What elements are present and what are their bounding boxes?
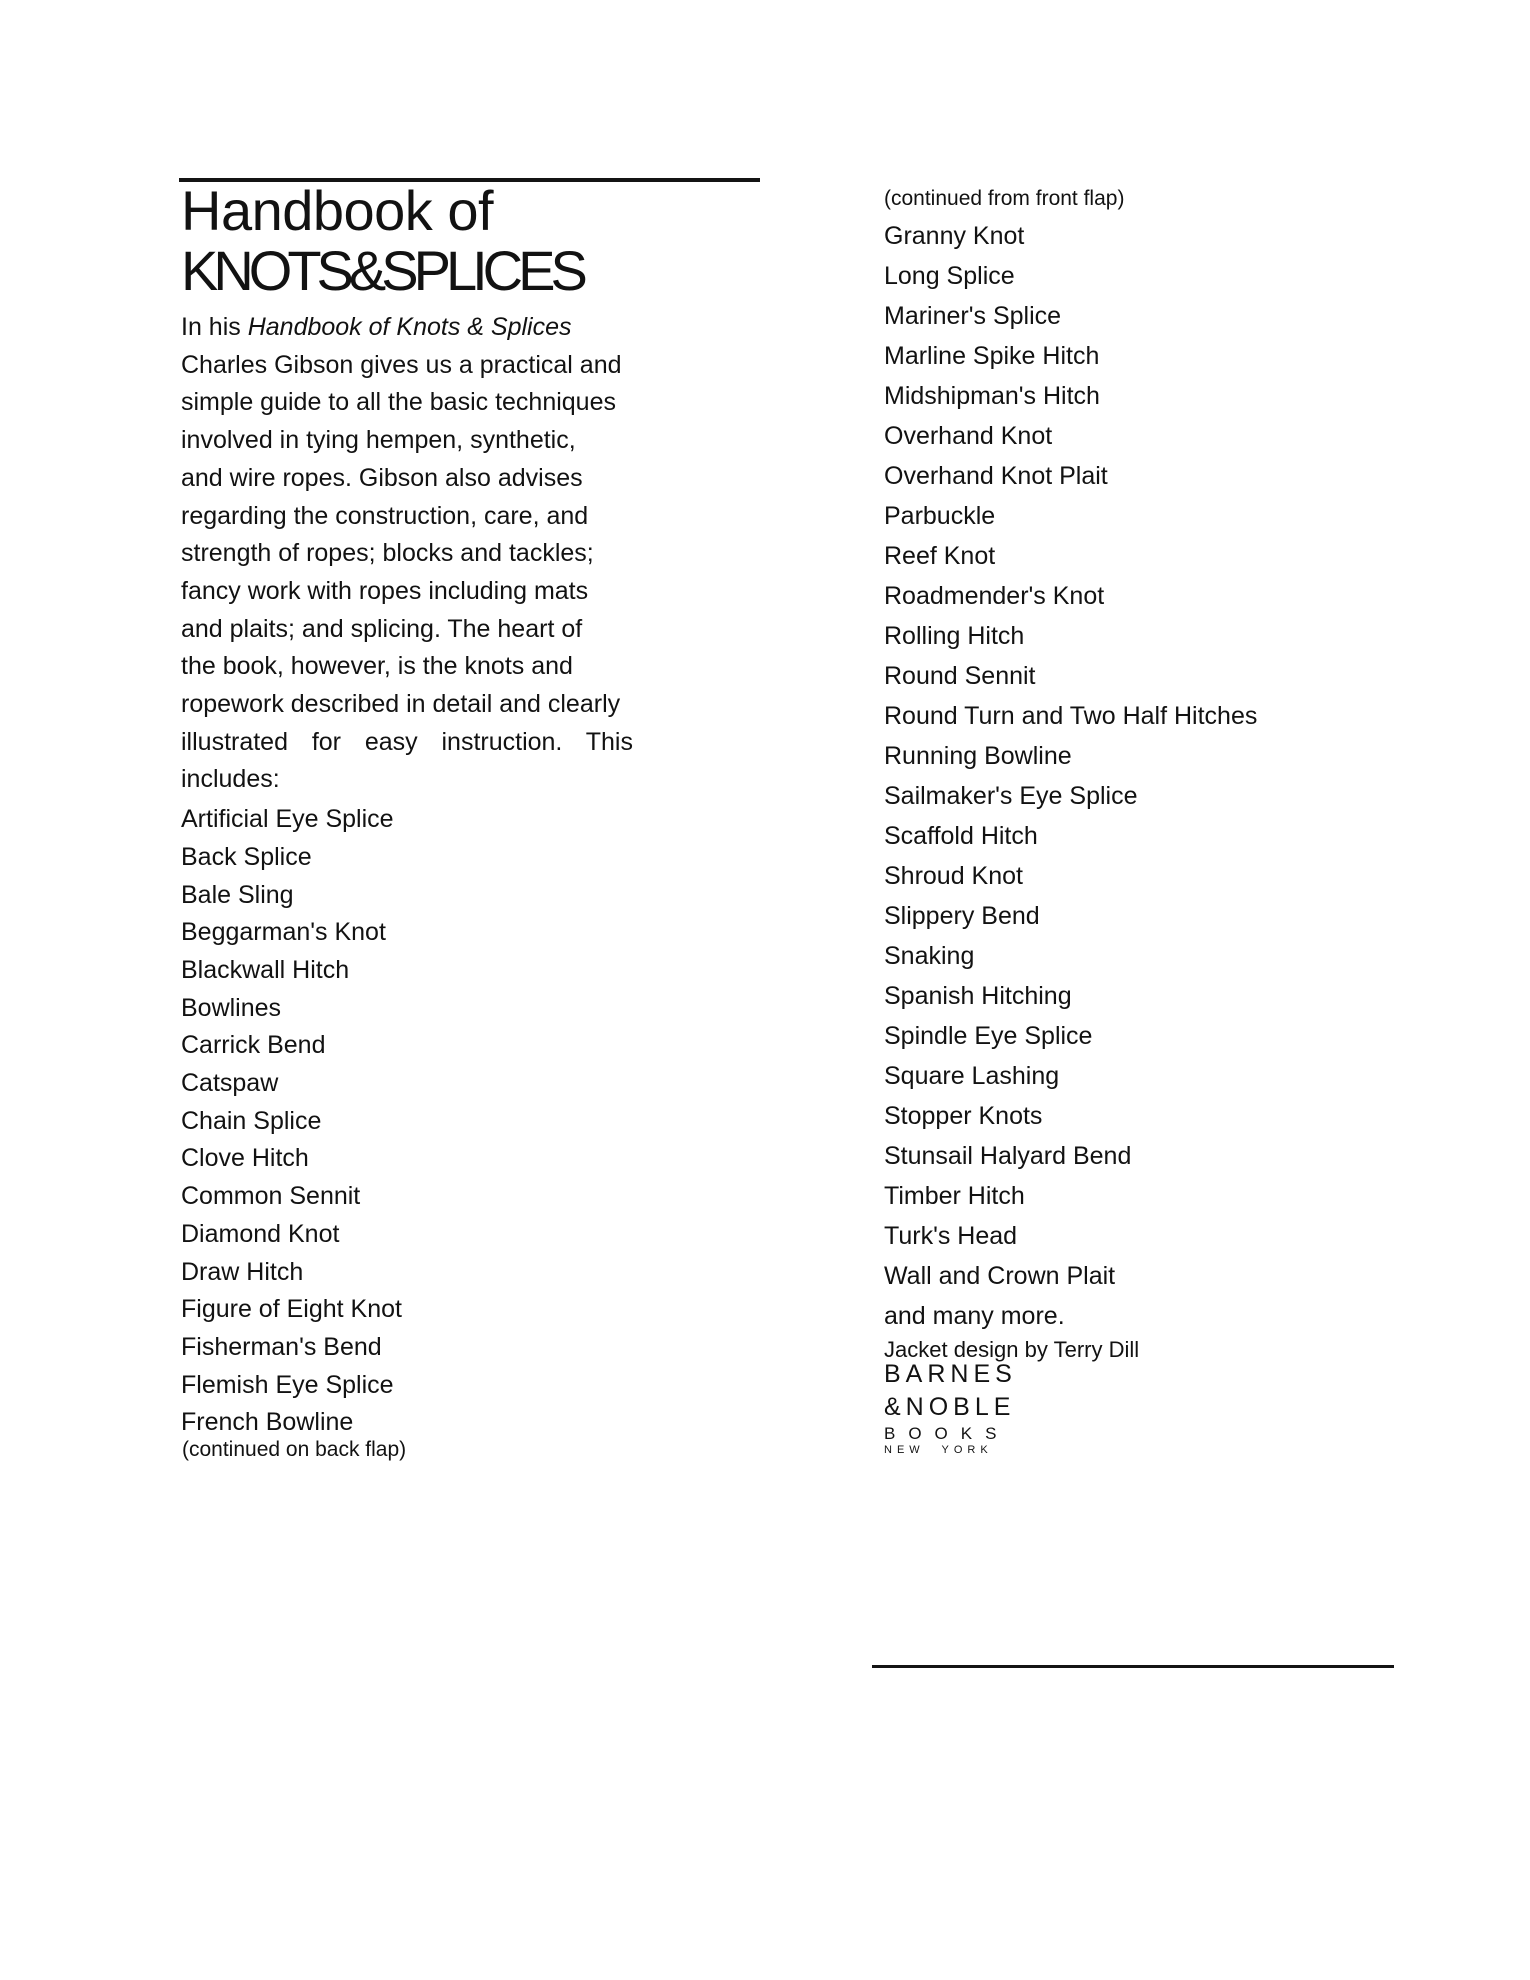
knot-list-item: Spanish Hitching	[884, 982, 1072, 1010]
back-flap	[884, 186, 1444, 1457]
and-many-more-text: and many more.	[884, 1302, 1065, 1330]
intro-line: Charles Gibson gives us a practical and	[181, 350, 622, 379]
knot-list-item: Reef Knot	[884, 542, 996, 570]
knot-list-item: Spindle Eye Splice	[884, 1022, 1093, 1050]
knot-list-item: Snaking	[884, 942, 975, 970]
knot-list-item: Midshipman's Hitch	[884, 382, 1100, 410]
intro-line: and wire ropes. Gibson also advises	[181, 463, 583, 492]
back-flap-knot-list	[884, 216, 1444, 1296]
knot-list-item: Draw Hitch	[181, 1257, 304, 1286]
knot-list-item: Granny Knot	[884, 222, 1025, 250]
intro-lines	[181, 347, 633, 799]
publisher-books-label: BOOKS	[884, 1424, 1010, 1443]
knot-list-item: Artificial Eye Splice	[181, 805, 394, 834]
knot-list-item: Sailmaker's Eye Splice	[884, 782, 1138, 810]
knot-list-item: Rolling Hitch	[884, 622, 1025, 650]
knot-list-item: Fisherman's Bend	[181, 1332, 382, 1361]
continued-from-front-note: (continued from front flap)	[884, 187, 1125, 210]
book-title	[181, 181, 651, 301]
book-title-line2: KNOTS&SPLICES	[181, 239, 583, 302]
knot-list-item: Turk's Head	[884, 1222, 1018, 1250]
knot-list-item: Clove Hitch	[181, 1144, 309, 1173]
knot-list-item: Flemish Eye Splice	[181, 1370, 394, 1399]
knot-list-item: Stunsail Halyard Bend	[884, 1142, 1132, 1170]
continued-on-back-note: (continued on back flap)	[182, 1438, 407, 1461]
intro-paragraph	[181, 309, 633, 799]
knot-list-item: Long Splice	[884, 262, 1015, 290]
intro-line: includes:	[181, 765, 280, 794]
book-title-italic: Handbook of Knots & Splices	[247, 313, 572, 341]
knot-list-item: Round Sennit	[884, 662, 1036, 690]
publisher-imprint	[884, 1358, 1444, 1457]
knot-list-item: Slippery Bend	[884, 902, 1040, 930]
intro-line: ropework described in detail and clearly	[181, 690, 621, 719]
knot-list-item: Blackwall Hitch	[181, 955, 350, 984]
knot-list-item: Bale Sling	[181, 880, 294, 909]
knot-list-item: Running Bowline	[884, 742, 1072, 770]
knot-list-item: Parbuckle	[884, 502, 996, 530]
knot-list-item: Chain Splice	[181, 1106, 322, 1135]
knot-list-item: Roadmender's Knot	[884, 582, 1105, 610]
back-flap-bottom-rule	[872, 1665, 1394, 1668]
jacket-design-credit: Jacket design by Terry Dill	[884, 1337, 1140, 1362]
publisher-name-line1: BARNES	[884, 1360, 1017, 1388]
knot-list-item: Carrick Bend	[181, 1031, 326, 1060]
knot-list-item: Figure of Eight Knot	[181, 1295, 402, 1324]
knot-list-item: Wall and Crown Plait	[884, 1262, 1116, 1290]
knot-list-item: Beggarman's Knot	[181, 918, 386, 947]
knot-list-item: Round Turn and Two Half Hitches	[884, 702, 1258, 730]
knot-list-item: Timber Hitch	[884, 1182, 1025, 1210]
knot-list-item: Square Lashing	[884, 1062, 1060, 1090]
intro-line-first	[181, 309, 633, 347]
knot-list-item: Scaffold Hitch	[884, 822, 1038, 850]
knot-list-item: Stopper Knots	[884, 1102, 1043, 1130]
intro-line: regarding the construction, care, and	[181, 501, 589, 530]
knot-list-item: Catspaw	[181, 1069, 279, 1098]
knot-list-item: Common Sennit	[181, 1182, 361, 1211]
knot-list-item: Mariner's Splice	[884, 302, 1062, 330]
publisher-city: NEW YORK	[884, 1444, 993, 1456]
knot-list-item: Back Splice	[181, 842, 312, 871]
intro-line: the book, however, is the knots and	[181, 652, 573, 681]
knot-list-item: French Bowline	[181, 1408, 354, 1437]
front-flap-knot-list	[181, 801, 651, 1442]
intro-line: illustrated for easy instruction. This	[181, 727, 633, 756]
intro-line-prefix: In his	[181, 313, 248, 341]
intro-line: fancy work with ropes including mats	[181, 576, 589, 605]
knot-list-item: Diamond Knot	[181, 1219, 340, 1248]
knot-list-item: Shroud Knot	[884, 862, 1023, 890]
intro-line: and plaits; and splicing. The heart of	[181, 614, 583, 643]
publisher-name-line2: &NOBLE	[884, 1393, 1016, 1421]
intro-line: strength of ropes; blocks and tackles;	[181, 539, 594, 568]
front-flap	[181, 179, 651, 1461]
knot-list-item: Overhand Knot	[884, 422, 1053, 450]
knot-list-item: Overhand Knot Plait	[884, 462, 1108, 490]
knot-list-item: Marline Spike Hitch	[884, 342, 1100, 370]
knot-list-item: Bowlines	[181, 993, 282, 1022]
intro-line: involved in tying hempen, synthetic,	[181, 426, 576, 455]
book-title-line1: Handbook of	[181, 179, 494, 242]
intro-line: simple guide to all the basic techniques	[181, 388, 616, 417]
